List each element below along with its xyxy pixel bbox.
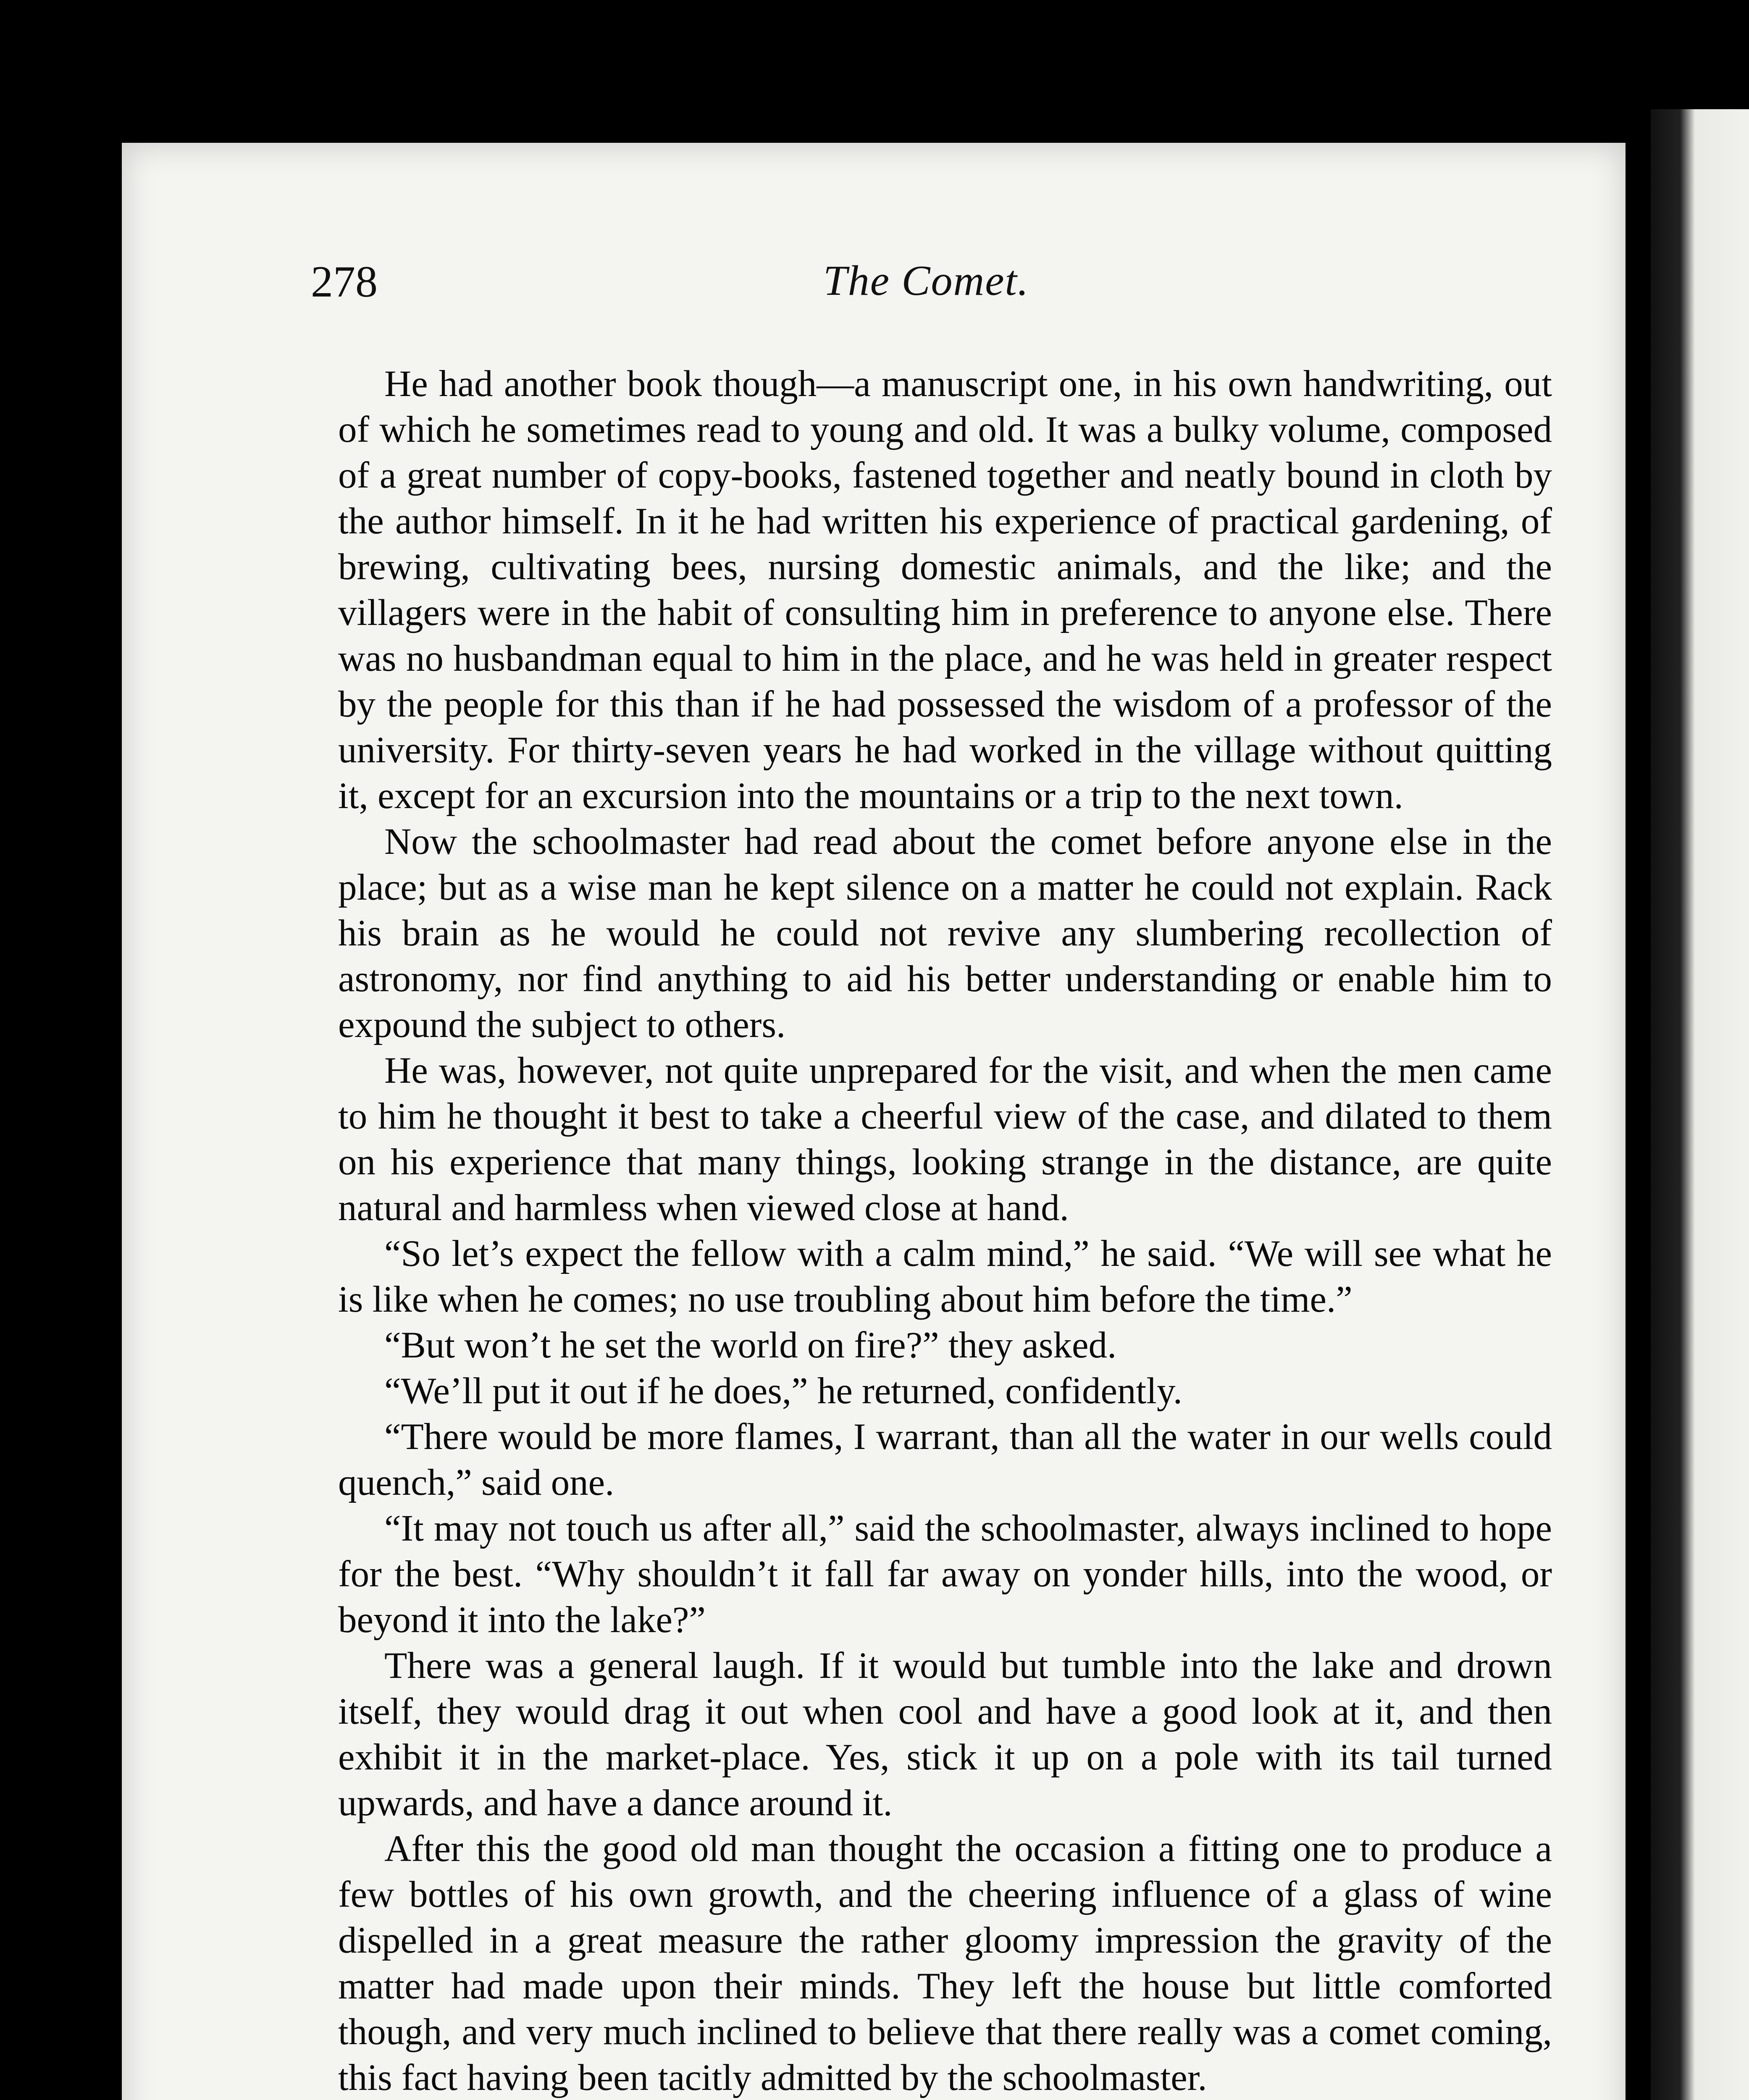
paragraph: After this the good old man thought the occasion a fitting one to produce a few bottles of his own growth, and the cheering influence of a glass of wine dispelled in a great measure the rather gloomy impression the gravity of the matter had made upon their minds. They left the house but little comforted though, and very much inclined to believe that there really was a comet coming, this fact having been tacitly admitted by the schoolmaster.: [338, 1828, 1552, 2098]
paragraph: “We’ll put it out if he does,” he returned, confidently.: [384, 1370, 1182, 1412]
paragraph: He was, however, not quite unprepared for the visit, and when the men came to him he thought it best to take a cheerful view of the case, and dilated to them on his experience that many things, looking strange in the distance, are quite natural and harmless when viewed close at hand.: [338, 1050, 1552, 1228]
paragraph: “It may not touch us after all,” said the schoolmaster, always inclined to hope for the best. “Why shouldn’t it fall far away on yonder hills, into the wood, or beyond it into the lake?”: [338, 1508, 1552, 1641]
paragraph: “So let’s expect the fellow with a calm mind,” he said. “We will see what he is like when he comes; no use troubling about him before the time.”: [338, 1233, 1552, 1320]
page-header: [311, 256, 1579, 315]
paragraph: “But won’t he set the world on fire?” they asked.: [384, 1325, 1117, 1366]
page-number: 278: [311, 257, 378, 306]
running-title: The Comet.: [823, 257, 1029, 304]
paragraph: There was a general laugh. If it would but tumble into the lake and drown itself, they would drag it out when cool and have a good look at it, and then exhibit it in the market-place. Yes, stick it up on a pole with its tail turned upwards, and have a dance around it.: [338, 1645, 1552, 1824]
book-spine-edge: [1651, 109, 1749, 2100]
body-text: [338, 361, 1552, 2100]
paragraph: He had another book though—a manuscript one, in his own handwriting, out of which he sometimes read to young and old. It was a bulky volume, composed of a great number of copy-books, fastened together and neatly bound in cloth by the author himself. In it he had written his experience of practical gardening, of brewing, cultivating bees, nursing domestic animals, and the like; and the villagers were in the habit of consulting him in preference to anyone else. There was no husbandman equal to him in the place, and he was held in greater respect by the people for this than if he had possessed the wisdom of a professor of the university. For thirty-seven years he had worked in the village without quitting it, except for an excursion into the mountains or a trip to the next town.: [338, 363, 1552, 816]
paragraph: “There would be more flames, I warrant, than all the water in our wells could quench,” said one.: [338, 1416, 1552, 1503]
paragraph: Now the schoolmaster had read about the comet before anyone else in the place; but as a wise man he kept silence on a matter he could not explain. Rack his brain as he would he could not revive any slumbering recollection of astronomy, nor find anything to aid his better understanding or enable him to expound the subject to others.: [338, 821, 1552, 1045]
